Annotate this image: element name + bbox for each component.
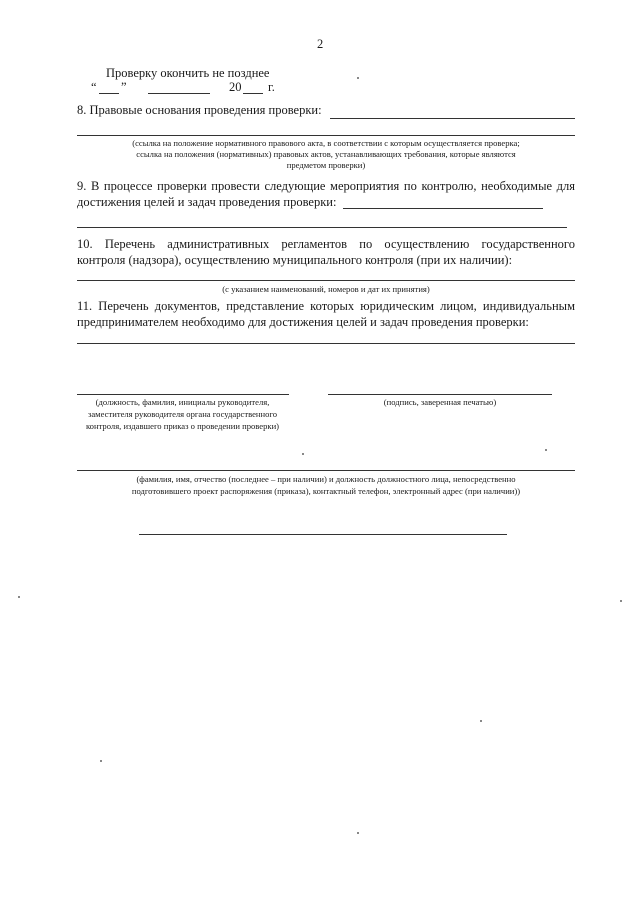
section9-line1: 9. В процессе проверки провести следующие мероприятия по контролю, необходимые для: [77, 179, 575, 193]
scan-speck: [545, 449, 547, 451]
section9-line2: достижения целей и задач проведения проверки:: [77, 195, 337, 209]
bottom-signature-line: [139, 534, 507, 535]
section8-note-line1: (ссылка на положение нормативного правового акта, в соответствии с которым осуществляется проверка;: [132, 138, 520, 148]
preparer-fill-line: [77, 470, 575, 471]
page-number: 2: [317, 37, 324, 51]
signatory-caption-line2: заместителя руководителя органа государственного: [87, 409, 278, 419]
section11-fill-line: [77, 343, 575, 344]
deadline-year-suffix: г.: [268, 80, 275, 94]
scan-speck: [357, 832, 359, 834]
deadline-year-prefix: 20: [229, 80, 242, 94]
scan-speck: [620, 600, 622, 602]
signature-line: [328, 394, 552, 395]
section10-line2: контроля (надзора), осуществлению муниципального контроля (при их наличии):: [77, 253, 513, 267]
scan-speck: [480, 720, 482, 722]
signatory-line: [77, 394, 289, 395]
section11-line2: предпринимателем необходимо для достижения целей и задач проведения проверки:: [77, 315, 529, 329]
section8-note-line3: предметом проверки): [286, 160, 366, 170]
section8-fill-line-2: [77, 135, 575, 136]
section10-fill-line: [77, 280, 575, 281]
deadline-quote-open: “: [91, 80, 97, 94]
signature-caption: (подпись, заверенная печатью): [383, 397, 497, 407]
deadline-year-blank: [243, 93, 263, 94]
section9-fill-line: [343, 208, 543, 209]
deadline-day-blank: [99, 93, 119, 94]
section10-note: (с указанием наименований, номеров и дат их принятия): [222, 284, 430, 294]
signatory-caption-line1: (должность, фамилия, инициалы руководителя,: [95, 397, 270, 407]
deadline-quote-close: ”: [121, 80, 127, 94]
section8-fill-line: [330, 118, 575, 119]
scan-speck: [302, 453, 304, 455]
deadline-label: Проверку окончить не позднее: [106, 66, 270, 80]
section8-note-line2: ссылка на положения (нормативных) правовых актов, устанавливающих требования, которые являются: [136, 149, 516, 159]
section9-fill-line-2: [77, 227, 567, 228]
deadline-month-blank: [148, 93, 210, 94]
signatory-caption-line3: контроля, издавшего приказ о проведении проверки): [85, 421, 280, 431]
section10-line1: 10. Перечень административных регламентов по осуществлению государственного: [77, 237, 575, 251]
scan-speck: [100, 760, 102, 762]
section8-title: 8. Правовые основания проведения проверки:: [77, 103, 322, 117]
preparer-caption-line1: (фамилия, имя, отчество (последнее – при наличии) и должность должностного лица, непосредственно: [136, 474, 516, 484]
scan-speck: [18, 596, 20, 598]
scan-speck: [357, 77, 359, 79]
section11-line1: 11. Перечень документов, представление которых юридическим лицом, индивидуальным: [77, 299, 575, 313]
preparer-caption-line2: подготовившего проект распоряжения (приказа), контактный телефон, электронный адрес (при наличии)): [131, 486, 521, 496]
